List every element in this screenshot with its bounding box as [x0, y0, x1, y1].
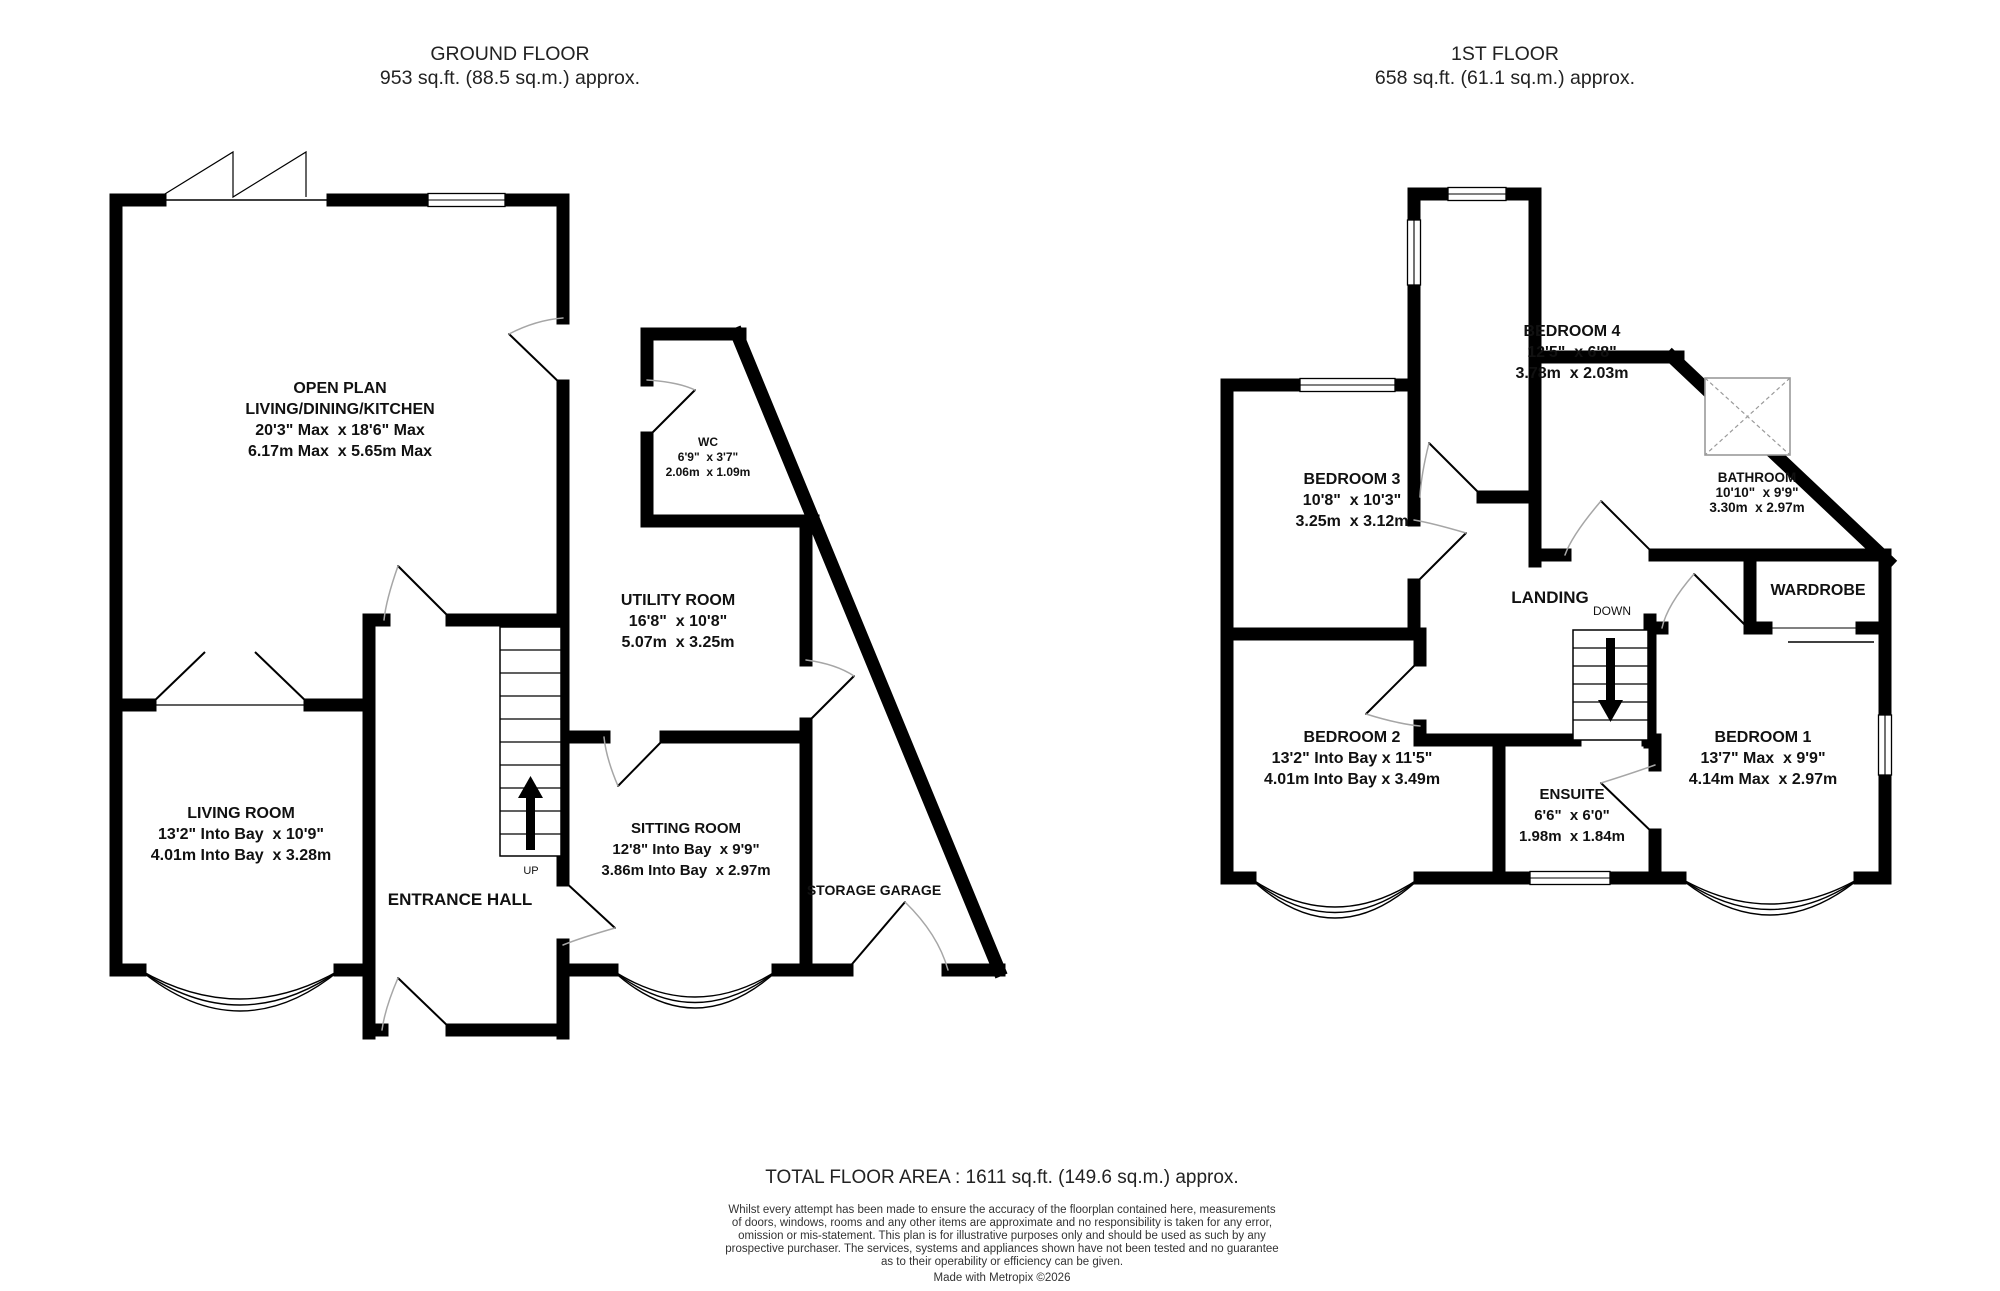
bedroom1-dims-metric: 4.14m Max x 2.97m [1688, 771, 1838, 788]
window-icon [428, 194, 505, 207]
entrance-hall-label: ENTRANCE HALL [387, 890, 533, 909]
storage-garage-label: STORAGE GARAGE [806, 882, 942, 898]
bedroom4-label: BEDROOM 4 [1523, 323, 1621, 340]
ground-doors [382, 318, 948, 1030]
bifold-door-icon [160, 152, 306, 197]
disclaimer-line: Whilst every attempt has been made to ensure the accuracy of the floorplan contained here, measurements [728, 1204, 1276, 1216]
skylight-icon [1705, 378, 1790, 455]
bedroom4-dims-imperial: 12'5" x 6'8" [1527, 344, 1617, 361]
total-floor-area: TOTAL FLOOR AREA : 1611 sq.ft. (149.6 sq.m.) approx. [765, 1167, 1239, 1188]
disclaimer-line: as to their operability or efficiency can be given. [880, 1256, 1124, 1268]
wardrobe-label: WARDROBE [1770, 582, 1866, 599]
utility-dims-imperial: 16'8" x 10'8" [628, 613, 728, 630]
landing-label: LANDING [1511, 588, 1589, 607]
open-plan-dims-imperial: 20'3" Max x 18'6" Max [255, 422, 425, 439]
ensuite-label: ENSUITE [1539, 786, 1605, 803]
open-plan-label2: LIVING/DINING/KITCHEN [245, 401, 435, 418]
stairs-up [500, 627, 561, 856]
open-plan-label: OPEN PLAN [293, 380, 387, 397]
bay-window-icon [140, 970, 778, 1011]
utility-label: UTILITY ROOM [620, 592, 736, 609]
bedroom3-dims-imperial: 10'8" x 10'3" [1302, 492, 1402, 509]
ground-floor-area: 953 sq.ft. (88.5 sq.m.) approx. [379, 67, 641, 89]
ground-floor-title: GROUND FLOOR [430, 43, 590, 65]
bedroom2-dims-metric: 4.01m Into Bay x 3.49m [1263, 771, 1441, 788]
down-label: DOWN [1593, 604, 1631, 618]
sitting-room-dims-metric: 3.86m Into Bay x 2.97m [601, 862, 771, 879]
living-room-dims-imperial: 13'2" Into Bay x 10'9" [158, 826, 324, 843]
bedroom1-label: BEDROOM 1 [1714, 729, 1812, 746]
wc-label: WC [698, 435, 718, 449]
open-plan-dims-metric: 6.17m Max x 5.65m Max [247, 443, 433, 460]
wc-dims-metric: 2.06m x 1.09m [665, 465, 751, 479]
utility-dims-metric: 5.07m x 3.25m [621, 634, 735, 651]
living-room-label: LIVING ROOM [187, 805, 295, 822]
bedroom2-dims-imperial: 13'2" Into Bay x 11'5" [1271, 750, 1433, 767]
bedroom1-dims-imperial: 13'7" Max x 9'9" [1700, 750, 1826, 767]
made-with-credit: Made with Metropix ©2026 [933, 1272, 1071, 1284]
ground-floor-plan [116, 152, 999, 1033]
up-label: UP [523, 865, 539, 877]
living-room-dims-metric: 4.01m Into Bay x 3.28m [150, 847, 332, 864]
first-floor-area: 658 sq.ft. (61.1 sq.m.) approx. [1374, 67, 1636, 89]
sitting-room-dims-imperial: 12'8" Into Bay x 9'9" [612, 841, 760, 858]
first-floor-plan [1227, 188, 1892, 919]
bedroom2-label: BEDROOM 2 [1303, 729, 1401, 746]
wc-dims-imperial: 6'9" x 3'7" [677, 450, 739, 464]
bedroom3-label: BEDROOM 3 [1303, 471, 1401, 488]
bathroom-dims-imperial: 10'10" x 9'9" [1715, 485, 1799, 500]
double-door-icon [150, 652, 310, 705]
bathroom-dims-metric: 3.30m x 2.97m [1709, 500, 1805, 515]
bathroom-label: BATHROOM [1717, 470, 1797, 485]
disclaimer-line: omission or mis-statement. This plan is for illustrative purposes only and should be used as such by any [738, 1230, 1266, 1242]
bedroom4-dims-metric: 3.78m x 2.03m [1515, 365, 1629, 382]
stairs-down [1573, 630, 1648, 740]
sitting-room-label: SITTING ROOM [631, 820, 741, 837]
first-floor-title: 1ST FLOOR [1450, 43, 1560, 65]
ensuite-dims-metric: 1.98m x 1.84m [1519, 828, 1625, 845]
footer [725, 1167, 1278, 1284]
disclaimer-line: prospective purchaser. The services, systems and appliances shown have not been tested and no guarantee [725, 1243, 1279, 1255]
disclaimer-line: of doors, windows, rooms and any other items are approximate and no responsibility is taken for any error, [731, 1217, 1273, 1229]
ensuite-dims-imperial: 6'6" x 6'0" [1534, 807, 1610, 824]
bedroom3-dims-metric: 3.25m x 3.12m [1295, 513, 1409, 530]
ground-walls [116, 200, 999, 1033]
